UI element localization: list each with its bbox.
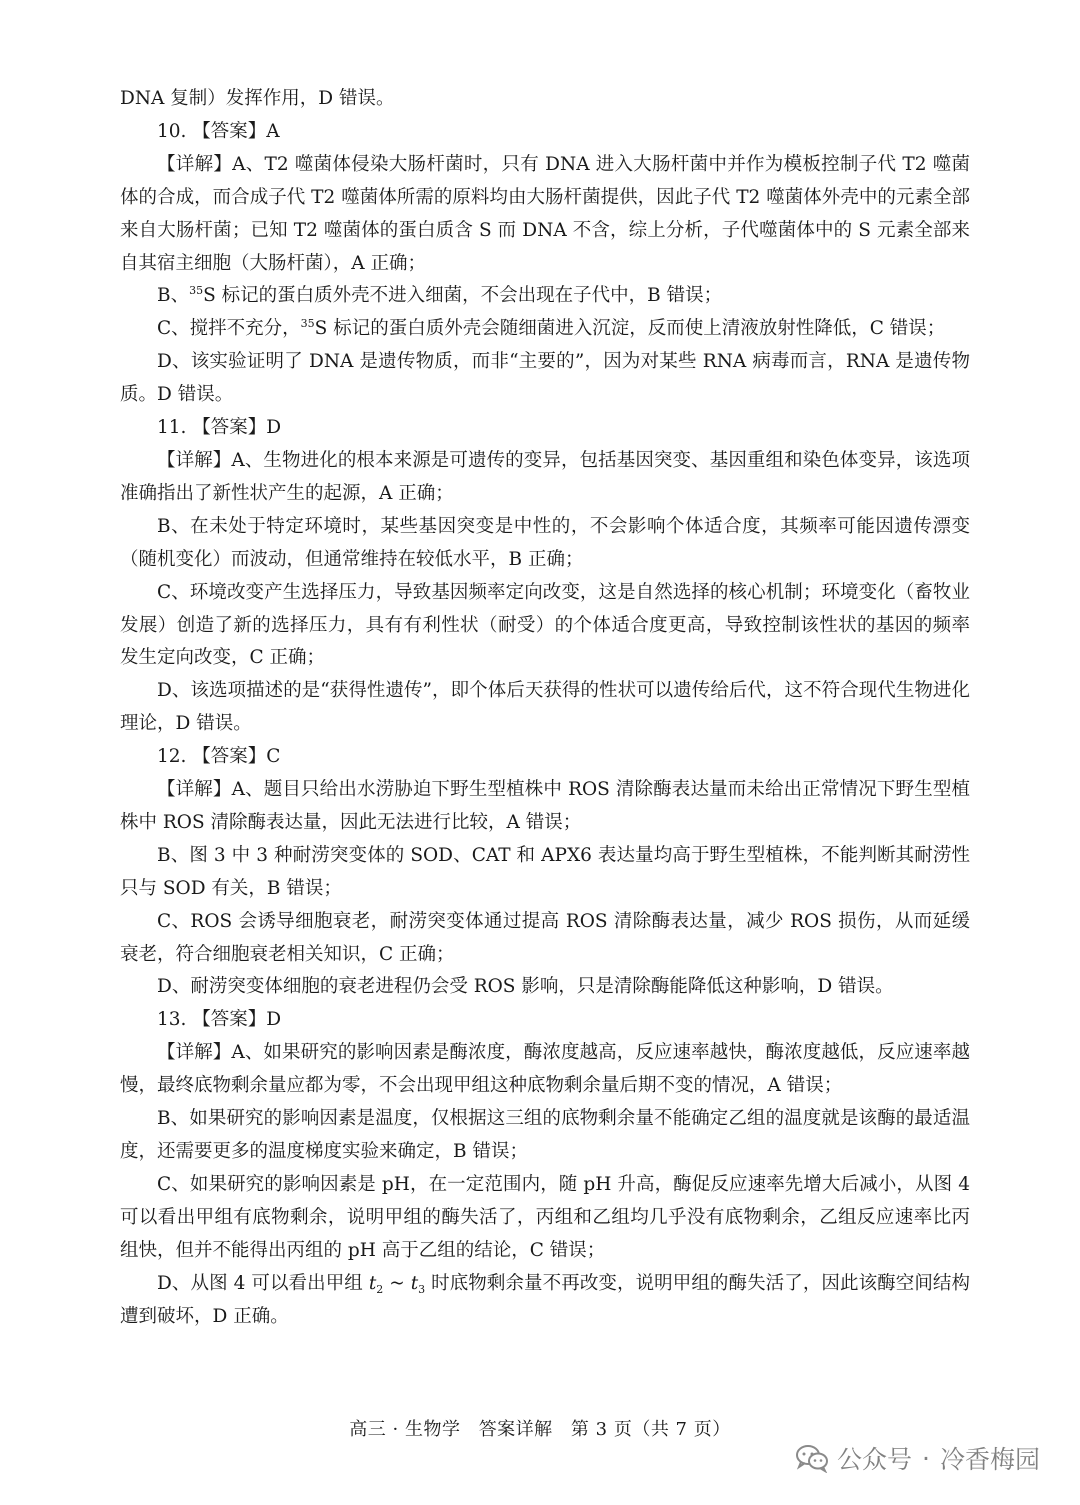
q13-option-d [120,1268,970,1334]
subscript: 2 [376,1282,384,1296]
text: S 标记的蛋白质外壳会随细菌进入沉淀，反而使上清液放射性降低，C 错误； [314,318,946,340]
isotope-mass: 35 [189,284,204,298]
footer-page-number: 第 3 页（共 7 页） [570,1419,731,1440]
q11-answer: 11. 【答案】D [157,417,282,439]
time-variable: t [368,1272,377,1294]
q11-option-b: B、在未处于特定环境时，某些基因突变是中性的，不会影响个体适合度，其频率可能因遗传漂变（随机变化）而波动，但通常维持在较低水平，B 正确； [120,515,970,570]
q10-detail: 【详解】A、T2 噬菌体侵染大肠杆菌时，只有 DNA 进入大肠杆菌中并作为模板控制子代 T2 噬菌体的合成，而合成子代 T2 噬菌体所需的原料均由大肠杆菌提供，因此子代 T2 噬菌体外壳中的元素全部来自大肠杆菌；已知 T2 噬菌体的蛋白质含 S 而 DNA 不含，综上分析，子代噬菌体中的 S 元素全部来自其宿主细胞（大肠杆菌），A 正确； [120,153,970,274]
q12-option-c: C、ROS 会诱导细胞衰老，耐涝突变体通过提高 ROS 清除酶表达量，减少 ROS 损伤，从而延缓衰老，符合细胞衰老相关知识，C 正确； [120,910,970,965]
q13-detail: 【详解】A、如果研究的影响因素是酶浓度，酶浓度越高，反应速率越快，酶浓度越低，反应速率越慢，最终底物剩余量应都为零，不会出现甲组这种底物剩余量后期不变的情况，A 错误； [120,1042,970,1097]
q12-detail: 【详解】A、题目只给出水涝胁迫下野生型植株中 ROS 清除酶表达量而未给出正常情况下野生型植株中 ROS 清除酶表达量，因此无法进行比较，A 错误； [120,779,970,833]
subscript: 3 [418,1282,426,1296]
q13-option-b: B、如果研究的影响因素是温度，仅根据这三组的底物剩余量不能确定乙组的温度就是该酶的最适温度，还需要更多的温度梯度实验来确定，B 错误； [120,1108,970,1162]
q11-option-c: C、环境改变产生选择压力，导致基因频率定向改变，这是自然选择的核心机制；环境变化（畜牧业发展）创造了新的选择压力，具有有利性状（耐受）的个体适合度更高，导致控制该性状的基因的频率发生定向改变，C 正确； [120,581,970,669]
text: C、搅拌不充分， [157,318,301,340]
text: D、从图 4 可以看出甲组 [157,1272,369,1294]
text: B、 [157,285,190,307]
q10-answer: 10. 【答案】A [157,120,280,142]
footer-course: 高三 · 生物学 [349,1419,461,1440]
q12-option-b: B、图 3 中 3 种耐涝突变体的 SOD、CAT 和 APX6 表达量均高于野生型植株，不能判断其耐涝性只与 SOD 有关，B 错误； [120,844,970,899]
page-footer [0,1415,1080,1441]
q10-option-d: D、该实验证明了 DNA 是遗传物质，而非“主要的”，因为对某些 RNA 病毒而言，RNA 是遗传物质。D 错误。 [120,351,970,406]
q12-answer: 12. 【答案】C [157,746,281,768]
watermark-separator: · [922,1443,930,1473]
q12-option-d: D、耐涝突变体细胞的衰老进程仍会受 ROS 影响，只是清除酶能降低这种影响，D 错误。 [157,976,894,998]
tilde: ~ [383,1272,411,1294]
watermark [795,1440,1040,1476]
answer-content [120,83,970,1333]
q10-option-c [120,313,970,346]
isotope-mass: 35 [300,317,315,331]
footer-doc: 答案详解 [478,1419,553,1440]
paragraph: DNA 复制）发挥作用，D 错误。 [120,88,395,109]
wechat-icon [795,1443,829,1473]
watermark-label: 公众号 [837,1445,913,1474]
watermark-account-name: 冷香梅园 [939,1445,1040,1474]
q13-answer: 13. 【答案】D [157,1009,282,1031]
q10-option-b [120,280,970,313]
q11-detail: 【详解】A、生物进化的根本来源是可遗传的变异，包括基因突变、基因重组和染色体变异，该选项准确指出了新性状产生的起源，A 正确； [120,449,970,504]
time-variable: t [410,1272,419,1294]
text: S 标记的蛋白质外壳不进入细菌，不会出现在子代中，B 错误； [203,285,723,307]
text: 时底物剩余量不再改变，说明甲组的酶失活了，因此该酶空间结构遭到破坏，D 正确。 [120,1272,971,1327]
q11-option-d: D、该选项描述的是“获得性遗传”，即个体后天获得的性状可以遗传给后代，这不符合现代生物进化理论，D 错误。 [120,680,970,735]
q13-option-c: C、如果研究的影响因素是 pH，在一定范围内，随 pH 升高，酶促反应速率先增大后减小，从图 4 可以看出甲组有底物剩余，说明甲组的酶失活了，丙组和乙组均几乎没有底物剩余，乙组反应速率比丙组快，但并不能得出丙组的 pH 高于乙组的结论，C 错误； [120,1173,970,1261]
